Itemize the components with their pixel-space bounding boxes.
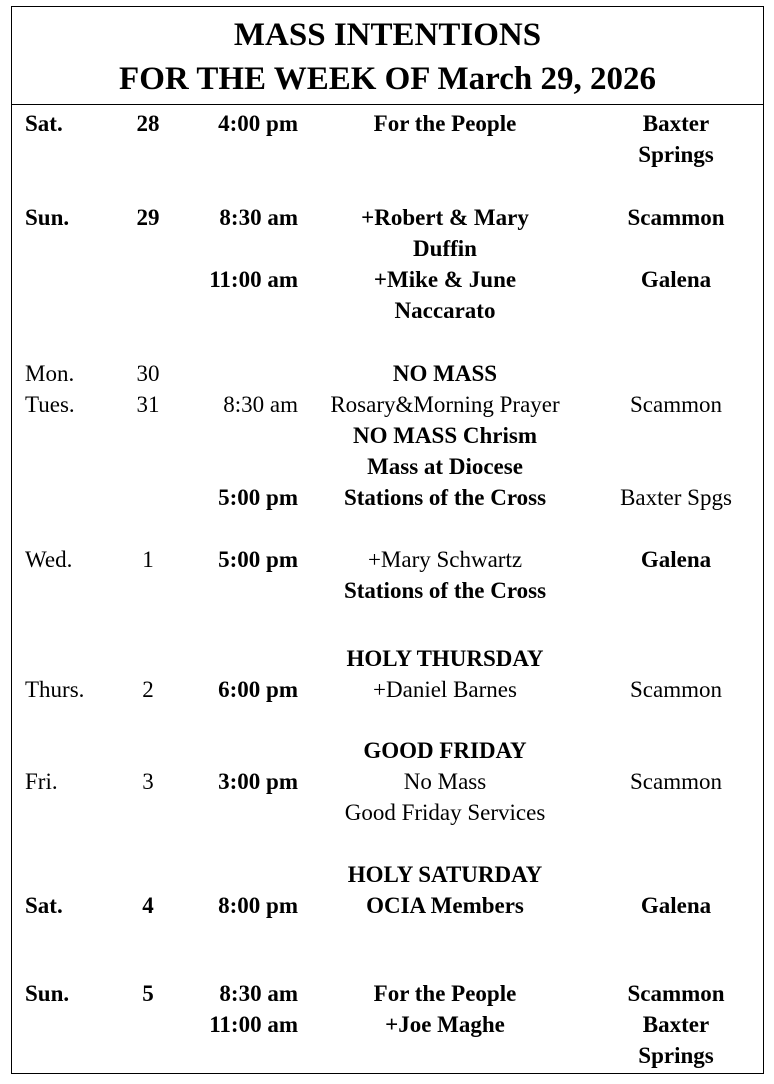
header-week: FOR THE WEEK OF March 29, 2026	[119, 61, 656, 97]
row-location: Galena	[640, 547, 712, 572]
row-date: 2	[142, 677, 154, 702]
row-day: Sat.	[25, 111, 63, 136]
row-day: Wed.	[25, 547, 73, 572]
row-intention-line2: Good Friday Services	[344, 800, 546, 825]
row-location: Scammon	[630, 677, 722, 702]
row-date: 30	[136, 361, 160, 386]
row-intention: +Mary Schwartz	[367, 547, 523, 572]
row-intention: NO MASS	[392, 361, 498, 386]
header-title: MASS INTENTIONS	[233, 17, 542, 53]
row-location: Baxter	[642, 111, 710, 136]
row-date: 29	[136, 205, 160, 230]
row-date: 31	[136, 392, 160, 417]
row-location: Scammon	[630, 392, 722, 417]
row-time: 5:00 pm	[218, 547, 298, 572]
schedule-header	[11, 6, 764, 105]
row-location: Galena	[640, 893, 712, 918]
row-location: Scammon	[627, 205, 725, 230]
row-intention-line2: Duffin	[413, 236, 477, 261]
row-location-line2: Springs	[638, 1043, 714, 1068]
row-date: 3	[142, 769, 154, 794]
row-location: Baxter Spgs	[620, 485, 732, 510]
row-date: 4	[142, 893, 154, 918]
section-heading: GOOD FRIDAY	[363, 738, 527, 763]
row-location: Galena	[640, 267, 712, 292]
row-intention: No Mass	[403, 769, 487, 794]
row-intention: OCIA Members	[366, 893, 524, 918]
row-intention: Stations of the Cross	[343, 485, 547, 510]
row-time: 5:00 pm	[218, 485, 298, 510]
row-day: Mon.	[25, 361, 75, 386]
row-location: Baxter	[642, 1012, 710, 1037]
section-heading: HOLY THURSDAY	[346, 646, 544, 671]
row-intention: +Robert & Mary	[361, 205, 529, 230]
row-day: Fri.	[25, 769, 58, 794]
section-heading: HOLY SATURDAY	[347, 862, 543, 887]
row-intention: For the People	[373, 981, 517, 1006]
row-time: 3:00 pm	[218, 769, 298, 794]
row-intention-line2: Naccarato	[394, 298, 496, 323]
row-intention-line2: Mass at Diocese	[367, 454, 523, 479]
row-time: 8:30 am	[219, 205, 298, 230]
row-location: Scammon	[627, 981, 725, 1006]
row-intention: +Joe Maghe	[385, 1012, 505, 1037]
row-day: Thurs.	[25, 677, 85, 702]
row-time: 6:00 pm	[218, 677, 298, 702]
row-date: 1	[142, 547, 154, 572]
row-time: 8:30 am	[223, 392, 298, 417]
row-time: 11:00 am	[209, 267, 298, 292]
row-time: 11:00 am	[209, 1012, 298, 1037]
row-intention: +Daniel Barnes	[373, 677, 517, 702]
row-location-line2: Springs	[638, 142, 714, 167]
row-day: Sat.	[25, 893, 63, 918]
row-time: 4:00 pm	[218, 111, 298, 136]
row-date: 5	[142, 981, 154, 1006]
row-day: Sun.	[25, 205, 70, 230]
row-day: Tues.	[25, 392, 75, 417]
row-day: Sun.	[25, 981, 70, 1006]
row-intention: Rosary&Morning Prayer	[330, 392, 560, 417]
row-intention: NO MASS Chrism	[352, 423, 537, 448]
row-intention-line2: Stations of the Cross	[343, 578, 547, 603]
row-date: 28	[136, 111, 160, 136]
row-time: 8:30 am	[219, 981, 298, 1006]
row-time: 8:00 pm	[218, 893, 298, 918]
row-intention: For the People	[373, 111, 517, 136]
row-location: Scammon	[630, 769, 722, 794]
row-intention: +Mike & June	[373, 267, 517, 292]
